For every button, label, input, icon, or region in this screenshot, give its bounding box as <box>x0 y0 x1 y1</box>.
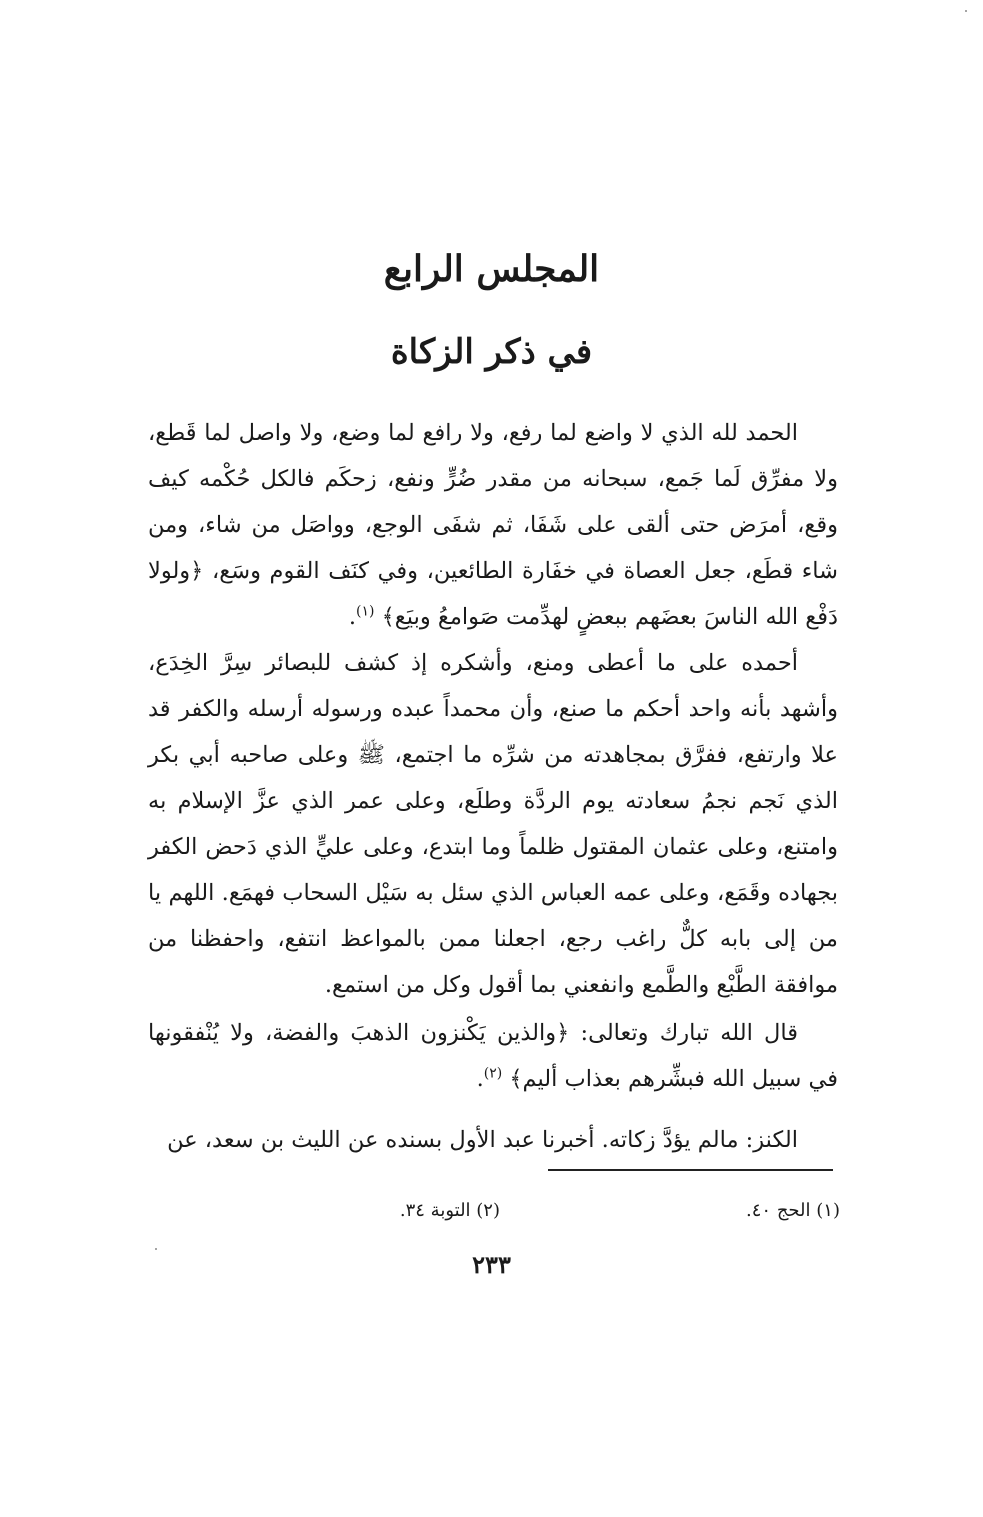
paragraph-praise-and-prayer <box>148 640 838 1008</box>
footnote-ref-1: (١) <box>356 603 375 620</box>
paragraph-text: أحمده على ما أعطى ومنع، وأشكره إذ كشف للبصائر سِرَّ الخِدَع، وأشهد بأنه واحد أحكم ما صنع، وأن محمداً عبده ورسوله أرسله والكفر قد علا وارتفع، ففرَّق بمجاهدته من شرِّه ما اجتمع، ﷺ وعلى صاحبه أبي بكر الذي نَجم نجمُ سعادته يوم الردَّة وطلَع، وعلى عمر الذي عزَّ الإسلام به وامتنع، وعلى عثمان المقتول ظلماً وما ابتدع، وعلى عليٍّ الذي دَحض الكفر بجهاده وقَمَع، وعلى عمه العباس الذي سئل به سَيْل السحاب فهمَع. اللهم يا من إلى بابه كلٌّ راغب رجع، اجعلنا ممن بالمواعظ انتفع، واحفظنا من موافقة الطَّبْع والطَّمع وانفعني بما أقول وكل من استمع. <box>148 650 838 998</box>
paragraph-opening-praise: الحمد لله الذي لا واضع لما رفع، ولا رافع لما وضع، ولا واصل لما قَطع، ولا مفرِّق لَما جَمع، سبحانه من مقدر ضُرٍّ ونفع، زحكَم فالكل حُكْمه كيف وقع، أمرَض حتى ألقى على شَفَا، ثم شفَى الوجع، وواصَل من شاء، ومن شاء قطَع، جعل العصاة في خفَارة الطائعين، وفي كنَف القوم وسَع، ﴿ولولا دَفْع الله الناسَ بعضَهم ببعضٍ لهدِّمت صَوامعُ وبيَع﴾ $^{(١)}$. <box>148 420 838 630</box>
chapter-title: المجلس الرابع <box>383 248 600 290</box>
footnote-ref-2: (٢) <box>483 1065 503 1082</box>
chapter-subtitle: في ذكر الزكاة <box>390 332 593 372</box>
scan-speck <box>965 10 967 12</box>
footnote-1: (١) الحج ٤٠. <box>746 1200 840 1221</box>
footnote-separator <box>548 1169 833 1171</box>
page-number: ٢٣٣ <box>472 1250 511 1279</box>
footnote-2: (٢) التوبة ٣٤. <box>399 1200 500 1221</box>
scan-speck <box>155 1248 157 1250</box>
paragraph-kanz-definition <box>148 1120 838 1160</box>
paragraph-quran-verse: قال الله تبارك وتعالى: ﴿والذين يَكْنزون الذهبَ والفضة، ولا يُنْفقونها في سبيل الله فبشِّرهم بعذاب أليم﴾ $^{(٢)}$. <box>148 1020 838 1092</box>
paragraph-text: الكنز: مالم يؤدَّ زكاته. أخبرنا عبد الأول بسنده عن الليث بن سعد، عن <box>167 1127 798 1153</box>
paragraph-text: قال الله تبارك وتعالى: ﴿والذين يَكْنزون الذهبَ والفضة، ولا يُنْفقونها في سبيل الله فبشِّرهم بعذاب أليم﴾ <box>148 1020 838 1092</box>
paragraph-text: الحمد لله الذي لا واضع لما رفع، ولا رافع لما وضع، ولا واصل لما قَطع، ولا مفرِّق لَما جَمع، سبحانه من مقدر ضُرٍّ ونفع، زحكَم فالكل حُكْمه كيف وقع، أمرَض حتى ألقى على شَفَا، ثم شفَى الوجع، وواصَل من شاء، ومن شاء قطَع، جعل العصاة في خفَارة الطائعين، وفي كنَف القوم وسَع، ﴿ولولا دَفْع الله الناسَ بعضَهم ببعضٍ لهدِّمت صَوامعُ وبيَع﴾ <box>148 420 838 630</box>
